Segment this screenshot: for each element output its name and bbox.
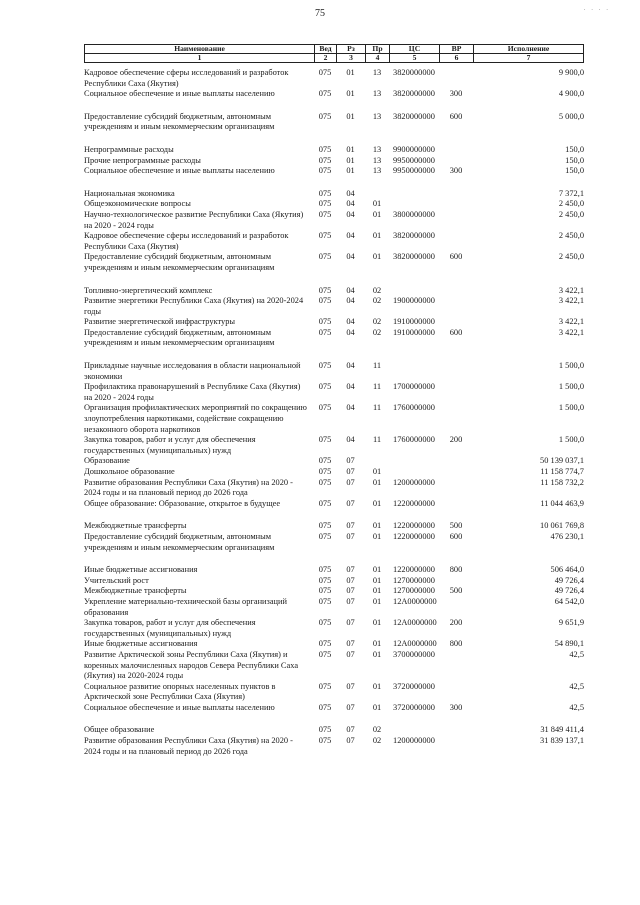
row-vr: 300 [449,89,463,99]
row-rz: 07 [346,477,355,487]
row-vr [439,231,473,252]
row-spacer [84,177,584,189]
row-sum: 42,5 [569,681,584,691]
row-ved: 075 [318,498,332,508]
row-name: Иные бюджетные ассигнования [84,639,198,649]
row-cs [389,361,439,382]
row-cs: 1220000000 [393,565,435,575]
row-pr: 11 [372,403,382,413]
row-name: Образование [84,456,130,466]
row-cs [389,286,439,297]
row-ved: 075 [318,155,332,165]
row-vr: 800 [449,565,463,575]
row-vr [439,199,473,210]
row-cs: 1900000000 [393,296,435,306]
column-number: 5 [389,54,439,63]
row-name: Дошкольное образование [84,467,175,476]
row-rz: 01 [346,166,355,176]
row-rz: 07 [346,575,355,585]
row-sum: 11 158 732,2 [540,477,584,487]
row-rz: 04 [346,252,355,262]
row-vr [439,467,473,478]
row-ved: 075 [318,68,332,77]
row-cs: 3700000000 [393,649,435,659]
row-cs: 1760000000 [393,435,435,445]
row-rz: 07 [346,565,355,575]
row-pr: 13 [372,111,382,121]
row-sum: 1 500,0 [558,361,584,371]
row-rz: 07 [346,702,355,712]
row-sum: 2 450,0 [558,199,584,209]
row-pr: 02 [372,296,382,306]
table-body [84,68,584,757]
row-name: Организация профилактических мероприятий по сокращению злоупотребления наркотиками, содействие сокращению незаконного оборота наркотиков [84,403,307,434]
row-sum: 49 726,4 [554,586,584,596]
row-pr: 13 [372,144,382,154]
row-vr: 300 [449,166,463,176]
row-rz: 04 [346,285,355,295]
row-rz: 04 [346,327,355,337]
row-name: Развитие Арктической зоны Республики Саха (Якутия) и коренных малочисленных народов Севера Республики Саха (Якутия) на 2020-2024 годы [84,649,299,681]
row-sum: 7 372,1 [558,188,584,198]
row-ved: 075 [318,188,332,198]
row-ved: 075 [318,144,332,154]
row-sum: 9 651,9 [558,618,584,628]
row-spacer [84,713,584,725]
row-pr: 01 [372,521,382,531]
row-sum: 9 900,0 [558,68,584,77]
row-ved: 075 [318,285,332,295]
row-pr: 01 [372,649,382,659]
row-ved: 075 [318,702,332,712]
row-pr: 13 [372,155,382,165]
row-vr [439,456,473,467]
row-rz: 07 [346,649,355,659]
column-number: 3 [336,54,365,63]
row-rz: 07 [346,618,355,628]
row-pr: 11 [372,382,382,392]
row-ved: 075 [318,681,332,691]
row-pr: 02 [372,327,382,337]
column-number: 7 [473,54,584,63]
row-rz: 04 [346,361,355,371]
row-name: Развитие энергетической инфраструктуры [84,317,236,327]
row-sum: 42,5 [569,649,584,659]
row-name: Кадровое обеспечение сферы исследований и разработок Республики Саха (Якутия) [84,68,289,88]
row-pr: 02 [372,285,382,295]
row-cs: 3720000000 [393,681,435,691]
row-vr [439,361,473,382]
row-sum: 3 422,1 [558,285,584,295]
row-sum: 506 464,0 [550,565,584,575]
row-cs: 1700000000 [393,382,435,392]
row-cs: 12A0000000 [393,618,437,628]
row-pr: 01 [372,209,382,219]
row-sum: 1 500,0 [558,403,584,413]
row-vr [439,682,473,703]
row-ved: 075 [318,725,332,735]
row-vr [439,576,473,587]
row-rz: 07 [346,456,355,466]
row-ved: 075 [318,209,332,219]
row-cs: 1910000000 [393,327,435,337]
row-cs: 1270000000 [393,586,435,596]
row-ved: 075 [318,456,332,466]
row-name: Межбюджетные трансферты [84,586,187,596]
row-vr [439,403,473,435]
row-vr [439,156,473,167]
row-cs: 1220000000 [393,498,435,508]
row-pr: 01 [372,596,382,606]
row-sum: 11 044 463,9 [540,498,584,508]
row-pr: 01 [372,467,382,476]
row-vr: 200 [449,435,463,445]
row-pr: 01 [372,575,382,585]
row-pr: 13 [372,68,382,77]
row-name: Закупка товаров, работ и услуг для обеспечения государственных (муниципальных) нужд [84,618,256,638]
row-cs: 1200000000 [393,736,435,746]
row-ved: 075 [318,586,332,596]
row-rz: 07 [346,498,355,508]
row-vr [439,736,473,757]
row-ved: 075 [318,649,332,659]
row-vr: 600 [449,252,463,262]
row-ved: 075 [318,382,332,392]
row-ved: 075 [318,111,332,121]
row-name: Общее образование [84,725,155,735]
row-rz: 04 [346,435,355,445]
row-spacer [84,349,584,361]
header-cs: ЦС [389,44,439,54]
row-ved: 075 [318,231,332,241]
row-vr: 600 [449,531,463,541]
row-cs: 1270000000 [393,575,435,585]
row-vr [439,478,473,499]
row-sum: 2 450,0 [558,252,584,262]
row-name: Социальное обеспечение и иные выплаты населению [84,702,275,712]
row-rz: 01 [346,155,355,165]
row-spacer [84,509,584,521]
row-cs: 3820000000 [393,89,435,99]
row-name: Общее образование: Образование, открытое в будущее [84,498,281,508]
row-cs [389,467,439,478]
row-name: Предоставление субсидий бюджетным, автономным учреждениям и иным некоммерческим организациям [84,327,275,348]
row-ved: 075 [318,639,332,649]
row-rz: 04 [346,209,355,219]
row-cs: 3720000000 [393,702,435,712]
row-vr [439,68,473,89]
row-ved: 075 [318,477,332,487]
row-cs: 9950000000 [393,155,435,165]
column-numbers [84,54,584,63]
row-vr: 600 [449,327,463,337]
row-vr: 200 [449,618,463,628]
row-ved: 075 [318,575,332,585]
row-pr: 01 [372,231,382,241]
row-rz: 07 [346,596,355,606]
row-vr: 500 [449,586,463,596]
row-vr: 500 [449,521,463,531]
row-sum: 5 000,0 [558,111,584,121]
row-name: Укрепление материально-технической базы организаций образования [84,596,288,617]
row-pr: 01 [372,618,382,628]
row-pr [365,189,389,200]
row-sum: 1 500,0 [558,382,584,392]
row-pr: 01 [372,477,382,487]
row-name: Социальное обеспечение и иные выплаты населению [84,166,275,176]
row-cs: 1220000000 [393,521,435,531]
row-ved: 075 [318,531,332,541]
row-rz: 04 [346,231,355,241]
row-sum: 31 849 411,4 [540,725,584,735]
row-name: Межбюджетные трансферты [84,521,187,531]
row-ved: 075 [318,467,332,476]
row-ved: 075 [318,403,332,413]
row-ved: 075 [318,361,332,371]
row-rz: 01 [346,144,355,154]
column-number: 6 [439,54,473,63]
row-sum: 4 900,0 [558,89,584,99]
row-pr: 01 [372,586,382,596]
row-rz: 07 [346,467,355,476]
row-cs: 1200000000 [393,477,435,487]
row-vr: 800 [449,639,463,649]
row-pr: 01 [372,199,382,209]
row-ved: 075 [318,736,332,746]
row-rz: 04 [346,317,355,327]
row-rz: 01 [346,111,355,121]
row-name: Иные бюджетные ассигнования [84,565,198,575]
row-spacer [84,133,584,145]
row-ved: 075 [318,166,332,176]
row-vr: 300 [449,702,463,712]
row-pr: 01 [372,498,382,508]
row-pr: 01 [372,702,382,712]
row-vr [439,382,473,403]
row-sum: 10 061 769,8 [540,521,584,531]
row-vr [439,317,473,328]
row-pr: 02 [372,317,382,327]
row-ved: 075 [318,565,332,575]
corner-mark: . . . . [583,4,610,12]
row-ved: 075 [318,252,332,262]
row-sum: 150,0 [565,166,584,176]
row-name: Закупка товаров, работ и услуг для обеспечения государственных (муниципальных) нужд [84,435,256,455]
row-pr: 01 [372,531,382,541]
row-ved: 075 [318,199,332,209]
row-cs: 12A0000000 [393,639,437,649]
row-pr: 01 [372,639,382,649]
row-cs: 3820000000 [393,111,435,121]
row-sum: 3 422,1 [558,296,584,306]
row-pr: 01 [372,252,382,262]
row-name: Предоставление субсидий бюджетным, автономным учреждениям и иным некоммерческим организациям [84,531,275,552]
row-vr [439,597,473,618]
row-pr: 02 [372,736,382,746]
row-name: Профилактика правонарушений в Республике Саха (Якутия) на 2020 - 2024 годы [84,382,301,402]
row-pr: 13 [372,166,382,176]
row-cs [389,189,439,200]
row-name: Научно-технологическое развитие Республики Саха (Якутия) на 2020 - 2024 годы [84,209,304,230]
row-spacer [84,553,584,565]
row-sum: 50 139 037,1 [540,456,584,466]
row-sum: 49 726,4 [554,575,584,585]
row-cs: 3820000000 [393,252,435,262]
row-rz: 04 [346,403,355,413]
page-number: 75 [315,8,325,19]
row-spacer [84,274,584,286]
header-name: Наименование [84,44,314,54]
row-cs: 1220000000 [393,531,435,541]
column-number: 1 [84,54,314,63]
column-number: 4 [365,54,389,63]
row-sum: 3 422,1 [558,317,584,327]
row-rz: 04 [346,382,355,392]
row-pr [365,456,389,467]
header-rz: Рз [336,44,365,54]
row-rz: 07 [346,521,355,531]
column-number: 2 [314,54,336,63]
row-sum: 3 422,1 [558,327,584,337]
row-rz: 07 [346,681,355,691]
row-name: Непрограммные расходы [84,144,174,154]
row-rz: 07 [346,586,355,596]
row-ved: 075 [318,618,332,628]
row-name: Предоставление субсидий бюджетным, автономным учреждениям и иным некоммерческим организациям [84,252,275,272]
row-rz: 04 [346,199,355,209]
row-pr: 11 [372,361,382,371]
row-ved: 075 [318,596,332,606]
row-sum: 150,0 [565,155,584,165]
row-name: Развитие энергетики Республики Саха (Якутия) на 2020-2024 годы [84,296,304,316]
row-rz: 07 [346,725,355,735]
row-name: Кадровое обеспечение сферы исследований и разработок Республики Саха (Якутия) [84,231,289,251]
row-sum: 42,5 [569,702,584,712]
row-cs: 9900000000 [393,144,435,154]
header-sum: Исполнение [473,44,584,54]
row-name: Национальная экономика [84,188,175,198]
row-rz: 04 [346,296,355,306]
row-sum: 11 158 774,7 [540,467,584,476]
row-sum: 150,0 [565,144,584,154]
row-name: Прочие непрограммные расходы [84,155,201,165]
row-ved: 075 [318,521,332,531]
row-pr: 11 [372,435,382,445]
row-vr: 600 [449,111,463,121]
row-rz: 07 [346,736,355,746]
row-name: Общеэкономические вопросы [84,199,191,209]
row-cs [389,199,439,210]
row-cs: 1910000000 [393,317,435,327]
row-sum: 31 839 137,1 [540,736,584,746]
row-sum: 2 450,0 [558,209,584,219]
row-ved: 075 [318,296,332,306]
row-pr: 01 [372,565,382,575]
header-ved: Вед [314,44,336,54]
row-pr: 13 [372,89,382,99]
row-cs [389,725,439,736]
row-cs [389,456,439,467]
row-name: Развитие образования Республики Саха (Якутия) на 2020 - 2024 годы и на плановый период до 2026 года [84,736,293,756]
row-name: Социальное развитие опорных населенных пунктов в Арктической зоне Республики Саха (Якутия) [84,681,276,702]
row-vr [439,189,473,200]
row-sum: 64 542,0 [554,596,584,606]
row-name: Предоставление субсидий бюджетным, автономным учреждениям и иным некоммерческим организациям [84,111,275,132]
row-rz: 01 [346,68,355,77]
row-vr [439,725,473,736]
row-ved: 075 [318,327,332,337]
row-cs: 1760000000 [393,403,435,413]
row-sum: 54 890,1 [554,639,584,649]
row-vr [439,499,473,510]
row-vr [439,286,473,297]
row-rz: 07 [346,531,355,541]
row-name: Социальное обеспечение и иные выплаты населению [84,89,275,99]
row-ved: 075 [318,89,332,99]
row-name: Учительский рост [84,575,149,585]
row-pr: 01 [372,681,382,691]
row-vr [439,296,473,317]
row-cs: 3820000000 [393,68,435,77]
table-header [84,44,584,54]
row-vr [439,145,473,156]
row-cs: 9950000000 [393,166,435,176]
row-vr [439,650,473,682]
row-name: Прикладные научные исследования в области национальной экономики [84,361,301,381]
header-pr: Пр [365,44,389,54]
row-ved: 075 [318,317,332,327]
row-cs: 12A0000000 [393,596,437,606]
header-vr: ВР [439,44,473,54]
row-name: Топливно-энергетический комплекс [84,285,213,295]
row-sum: 2 450,0 [558,231,584,241]
row-cs: 3800000000 [393,209,435,219]
row-rz: 07 [346,639,355,649]
row-cs: 3820000000 [393,231,435,241]
row-rz: 04 [346,188,355,198]
row-vr [439,210,473,231]
row-rz: 01 [346,89,355,99]
row-sum: 1 500,0 [558,435,584,445]
row-spacer [84,100,584,112]
row-name: Развитие образования Республики Саха (Якутия) на 2020 - 2024 годы и на плановый период до 2026 года [84,477,293,498]
row-sum: 476 230,1 [550,531,584,541]
row-ved: 075 [318,435,332,445]
row-pr: 02 [372,725,382,735]
